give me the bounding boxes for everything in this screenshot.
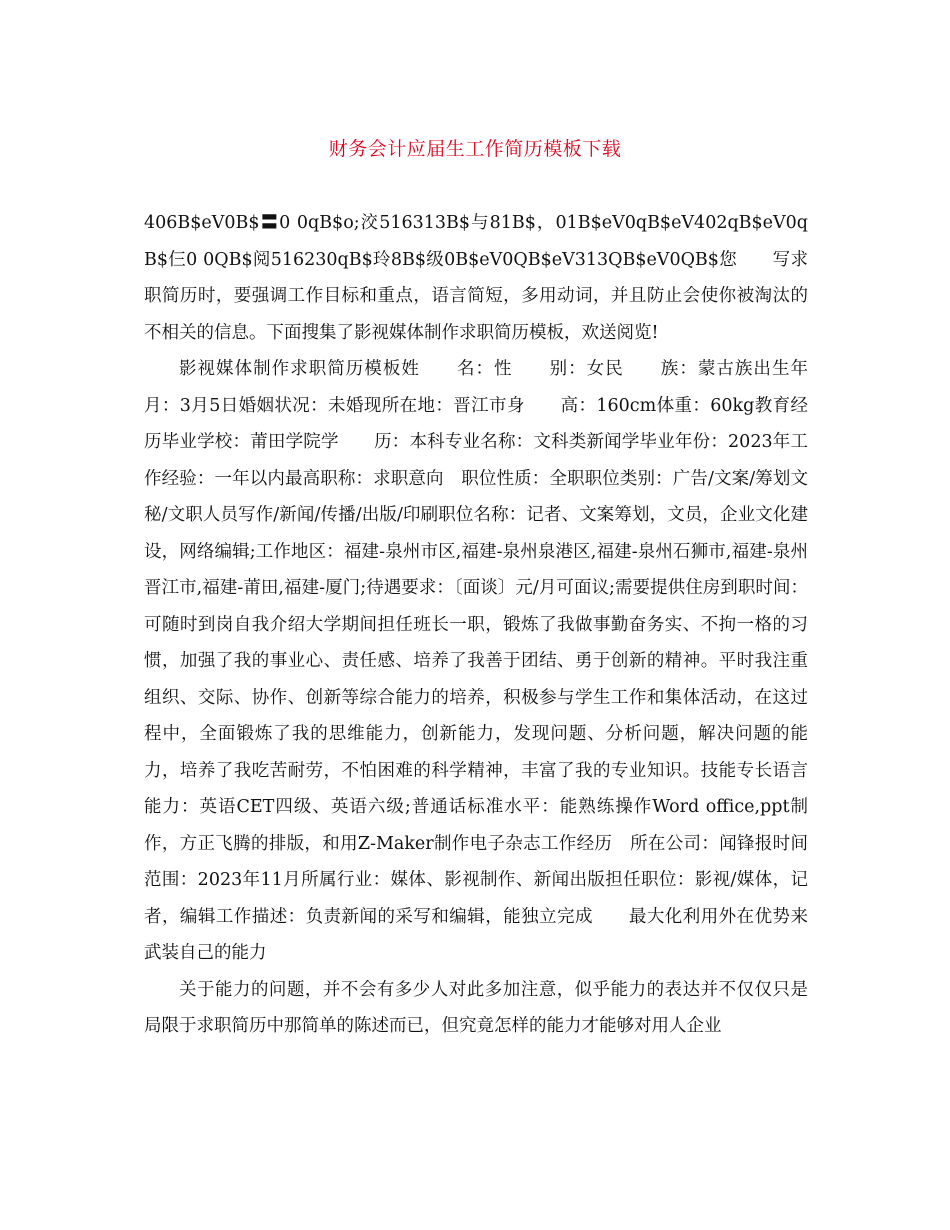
body-paragraph-intro: 406B$eV0B$〓0 0qB$o;洨516313B$与81B$，01B$eV0qB$eV402qB$eV0qB$仨0 0QB$阅516230qB$玲8B$级0B$eV0QB$eV313QB$eV0QB$您 写求职简历时，要强调工作目标和重点，语言简短，多用动词，并且防止会使你被淘汰的不相关的信息。下面搜集了影视媒体制作求职简历模板，欢送阅览! xyxy=(144,213,808,343)
document-body xyxy=(144,205,808,1045)
document-title: 财务会计应届生工作简历模板下载 xyxy=(328,138,622,160)
body-paragraph-ability: 关于能力的问题，并不会有多少人对此多加注意，似乎能力的表达并不仅仅只是局限于求职简历中那简单的陈述而已，但究竟怎样的能力才能够对用人企业 xyxy=(144,979,808,1036)
body-paragraph-resume: 影视媒体制作求职简历模板姓 名：性 别：女民 族：蒙古族出生年月：3月5日婚姻状况：未婚现所在地：晋江市身 高：160cm体重：60kg教育经历毕业学校：莆田学院学 历：本科专业名称：文科类新闻学毕业年份：2023年工作经验：一年以内最高职称：求职意向 职位性质：全职职位类别：广告/文案/筹划文秘/文职人员写作/新闻/传播/出版/印刷职位名称：记者、文案筹划，文员，企业文化建设，网络编辑;工作地区：福建-泉州市区,福建-泉州泉港区,福建-泉州石狮市,福建-泉州晋江市,福建-莆田,福建-厦门;待遇要求：〔面谈〕元/月可面议;需要提供住房到职时间：可随时到岗自我介绍大学期间担任班长一职，锻炼了我做事勤奋务实、不拘一格的习惯，加强了我的事业心、责任感、培养了我善于团结、勇于创新的精神。平时我注重组织、交际、协作、创新等综合能力的培养，积极参与学生工作和集体活动，在这过程中，全面锻炼了我的思维能力，创新能力，发现问题、分析问题，解决问题的能力，培养了我吃苦耐劳，不怕困难的科学精神，丰富了我的专业知识。技能专长语言能力：英语CET四级、英语六级;普通话标准水平：能熟练操作Word office,ppt制作，方正飞腾的排版，和用Z-Maker制作电子杂志工作经历 所在公司：闻锋报时间范围：2023年11月所属行业：媒体、影视制作、新闻出版担任职位：影视/媒体，记者，编辑工作描述：负责新闻的采写和编辑，能独立完成 最大化利用外在优势来武装自己的能力 xyxy=(144,359,808,963)
